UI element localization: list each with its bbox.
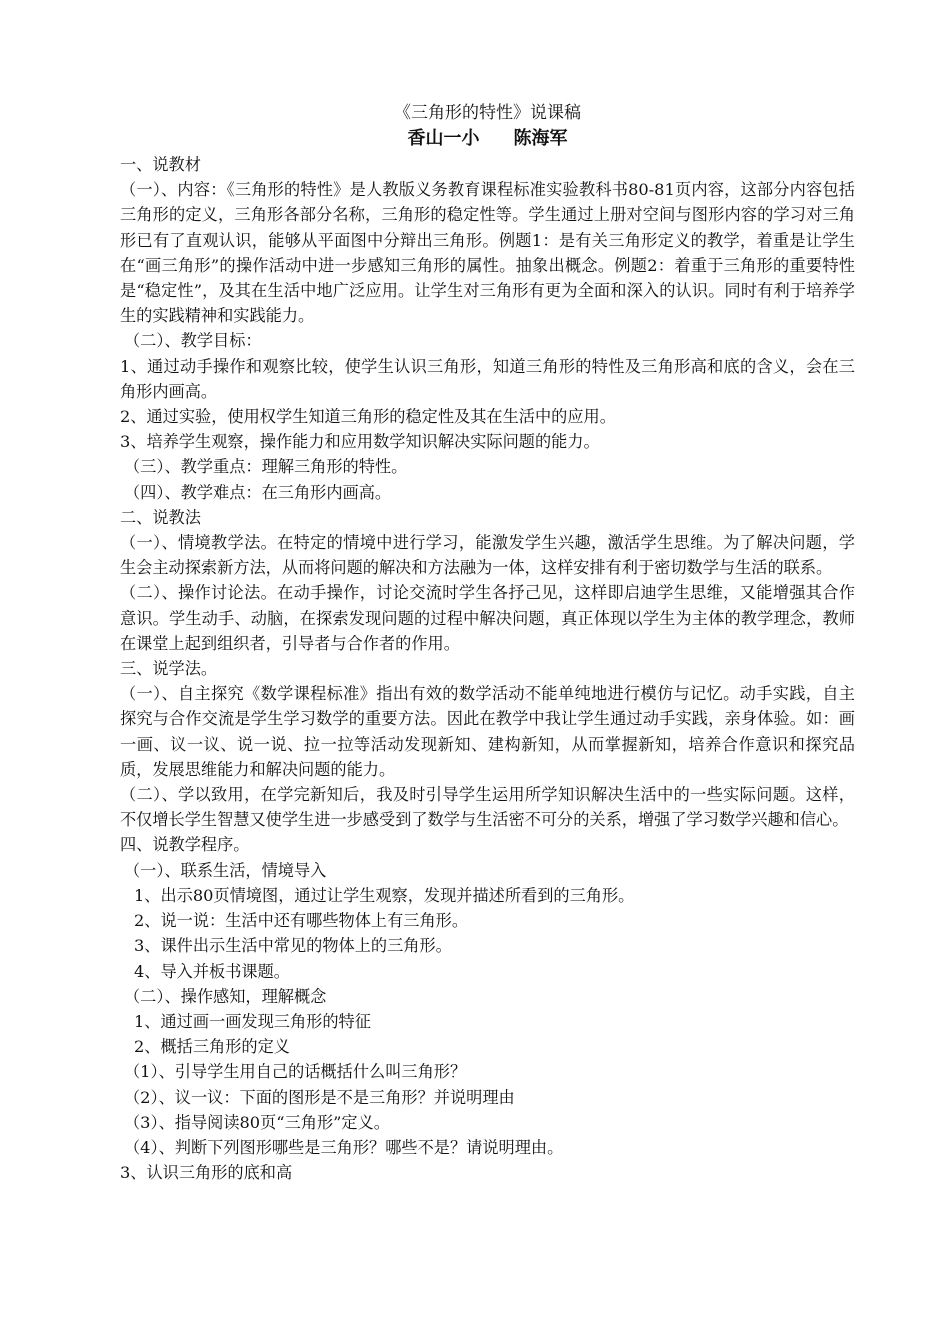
document-page [120,100,855,1185]
list-item: 2、概括三角形的定义 [134,1037,290,1057]
paragraph: （二）、学以致用，在学完新知后，我及时引导学生运用所学知识解决生活中的一些实际问题。这样，不仅增长学生智慧又使学生进一步感受到了数学与生活密不可分的关系，增强了学习数学兴趣和信心。 [120,785,855,830]
list-item: （4）、判断下列图形哪些是三角形？哪些不是？请说明理由。 [124,1137,564,1157]
list-item: 1、出示80页情境图，通过让学生观察，发现并描述所看到的三角形。 [134,885,635,905]
list-item: 2、说一说：生活中还有哪些物体上有三角形。 [134,911,469,931]
section-heading: 四、说教学程序。 [120,835,250,855]
author-name: 陈海军 [513,128,568,149]
paragraph: （二）、操作讨论法。在动手操作，讨论交流时学生各抒己见，这样即启迪学生思维，又能增强其合作意识。学生动手、动脑，在探索发现问题的过程中解决问题，真正体现以学生为主体的教学理念，教师在课堂上起到组织者，引导者与合作者的作用。 [120,583,855,653]
paragraph: 1、通过动手操作和观察比较，使学生认识三角形，知道三角形的特性及三角形高和底的含义，会在三角形内画高。 [120,356,855,401]
paragraph: （一）、情境教学法。在特定的情境中进行学习，能激发学生兴趣，激活学生思维。为了解决问题，学生会主动探索新方法，从而将问题的解决和方法融为一体，这样安排有利于密切数学与生活的联系。 [120,533,855,578]
list-item: 3、课件出示生活中常见的物体上的三角形。 [134,936,452,956]
list-item: （3）、指导阅读80页“三角形”定义。 [124,1112,390,1132]
list-item: （1）、引导学生用自己的话概括什么叫三角形？ [124,1062,467,1082]
list-item: 3、认识三角形的底和高 [120,1163,293,1183]
list-item: 2、通过实验，使用权学生知道三角形的稳定性及其在生活中的应用。 [120,407,616,427]
subsection-heading: （四）、教学难点：在三角形内画高。 [124,482,392,502]
section-heading: 三、说学法。 [120,659,218,679]
list-item: 3、培养学生观察，操作能力和应用数学知识解决实际问题的能力。 [120,432,600,452]
section-heading: 二、说教法 [120,507,201,527]
subsection-heading: （二）、教学目标： [124,331,262,351]
list-item: 4、导入并板书课题。 [134,961,290,981]
subsection-heading: （二）、操作感知，理解概念 [124,986,327,1006]
document-title: 《三角形的特性》说课稿 [394,103,581,123]
subsection-heading: （一）、联系生活，情境导入 [124,860,327,880]
list-item: （2）、议一议：下面的图形是不是三角形？并说明理由 [124,1087,515,1107]
paragraph: （一）、内容：《三角形的特性》是人教版义务教育课程标准实验教科书80-81页内容，这部分内容包括三角形的定义，三角形各部分名称，三角形的稳定性等。学生通过上册对空间与图形内容的学习对三角形已有了直观认识，能够从平面图中分辩出三角形。例题1：是有关三角形定义的教学，着重是让学生在“画三角形”的操作活动中进一步感知三角形的属性。抽象出概念。例题2：着重于三角形的重要特性是“稳定性”，及其在生活中地广泛应用。让学生对三角形有更为全面和深入的认识。同时有利于培养学生的实践精神和实践能力。 [120,180,855,326]
subsection-heading: （三）、教学重点：理解三角形的特性。 [124,457,408,477]
paragraph: （一）、自主探究《数学课程标准》指出有效的数学活动不能单纯地进行模仿与记忆。动手实践，自主探究与合作交流是学生学习数学的重要方法。因此在教学中我让学生通过动手实践，亲身体验。如：画一画、议一议、说一说、拉一拉等活动发现新知、建构新知，从而掌握新知，培养合作意识和探究品质，发展思维能力和解决问题的能力。 [120,684,855,779]
section-heading: 一、说教材 [120,155,201,174]
list-item: 1、通过画一画发现三角形的特征 [134,1011,371,1031]
author-school: 香山一小 [407,128,480,149]
author-line [120,126,855,152]
